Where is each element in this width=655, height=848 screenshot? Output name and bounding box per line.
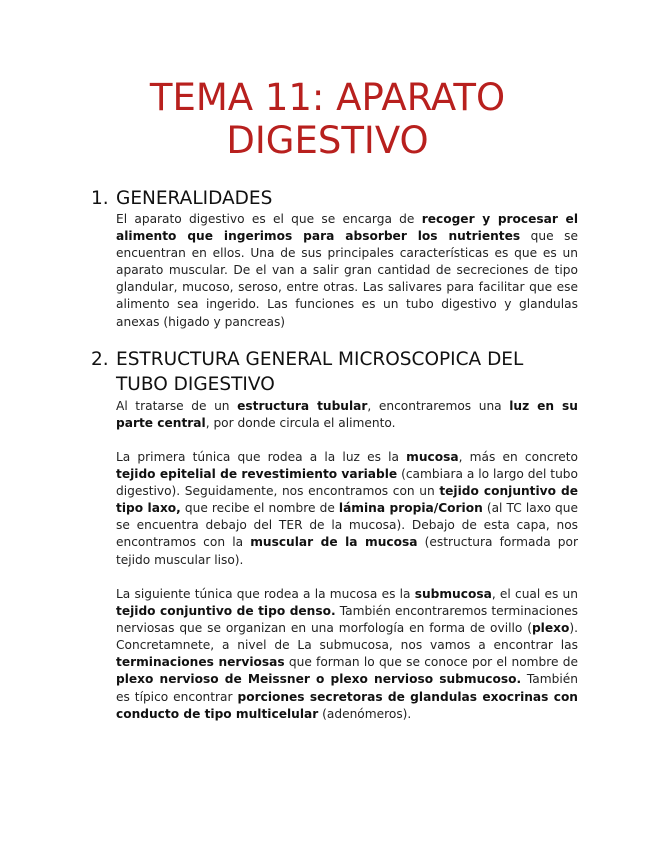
- bold-text: muscular de la mucosa: [250, 535, 418, 550]
- bold-text: tejido conjuntivo de tipo denso.: [116, 604, 336, 619]
- section-title: ESTRUCTURA GENERAL MICROSCOPICA DEL TUBO DIGESTIVO: [116, 349, 524, 395]
- body-text: (al TC laxo que se encuentra debajo del TER de la mucosa). Debajo de esta capa, nos encontramos con la: [116, 501, 578, 550]
- bold-text: luz en su parte central: [116, 399, 578, 431]
- bold-text: estructura tubular: [237, 399, 368, 413]
- paragraph-mucosa: [116, 449, 578, 569]
- body-text: ). Concretamnete, a nivel de La submucosa, nos vamos a encontrar las: [116, 621, 578, 653]
- body-text: (estructura formada por tejido muscular liso).: [116, 535, 578, 567]
- bold-text: tejido conjuntivo de tipo laxo,: [116, 484, 578, 516]
- section-heading-estructura: [91, 347, 541, 397]
- bold-text: plexo nervioso de Meissner o plexo nervioso submucoso.: [116, 672, 522, 687]
- body-text: que recibe el nombre de: [180, 501, 339, 516]
- body-text: (adenómeros).: [318, 706, 412, 721]
- body-text: , el cual es un: [491, 587, 578, 601]
- section-heading-generalidades: [91, 186, 571, 211]
- bold-text: submucosa: [414, 587, 492, 601]
- section-title: GENERALIDADES: [116, 188, 273, 209]
- body-text: La siguiente túnica que rodea a la mucosa es la: [116, 587, 415, 601]
- bold-text: tejido epitelial de revestimiento variable: [116, 467, 398, 482]
- bold-text: plexo: [531, 621, 570, 636]
- document-title-line-1: TEMA 11: APARATO: [149, 76, 506, 119]
- bold-text: mucosa: [406, 450, 459, 464]
- bold-text: porciones secretoras de glandulas exocrinas con conducto de tipo multicelular: [116, 689, 578, 721]
- document-title-line-2: DIGESTIVO: [226, 119, 429, 162]
- body-text: La primera túnica que rodea a la luz es la: [116, 450, 407, 464]
- body-text: También encontraremos terminaciones nerviosas que se organizan en una morfología en forma de ovillo (: [116, 604, 579, 636]
- paragraph-luz: [116, 398, 578, 432]
- body-text: El aparato digestivo es el que se encarga de: [116, 212, 422, 226]
- body-text: , encontraremos una: [367, 399, 510, 413]
- body-text: que se encuentran en ellos. Una de sus principales características es que es un aparato muscular. De el van a salir gran cantidad de secreciones de tipo glandular, mucoso, seroso, entre otras. Las salivares para facilitar que ese alimento sea ingerido. Las funciones es un tubo digestivo y glandulas anexas (higado y pancreas): [116, 229, 578, 329]
- bold-text: terminaciones nerviosas: [116, 655, 285, 670]
- body-text: También es típico encontrar: [116, 672, 578, 704]
- body-text: , más en concreto: [458, 450, 578, 464]
- bold-text: lámina propia/Corion: [338, 501, 483, 516]
- body-text: (cambiara a lo largo del tubo digestivo). Seguidamente, nos encontramos con un: [116, 467, 578, 499]
- paragraph-generalidades: [116, 211, 578, 331]
- section-number: 2.: [91, 349, 109, 370]
- body-text: que forman lo que se conoce por el nombre de: [284, 655, 578, 670]
- document-title: [0, 76, 655, 162]
- body-text: , por donde circula el alimento.: [205, 416, 396, 431]
- body-text: Al tratarse de un: [116, 399, 238, 413]
- paragraph-submucosa: [116, 586, 578, 723]
- section-number: 1.: [91, 188, 109, 209]
- bold-text: recoger y procesar el alimento que ingerimos para absorber los nutrientes: [116, 212, 578, 244]
